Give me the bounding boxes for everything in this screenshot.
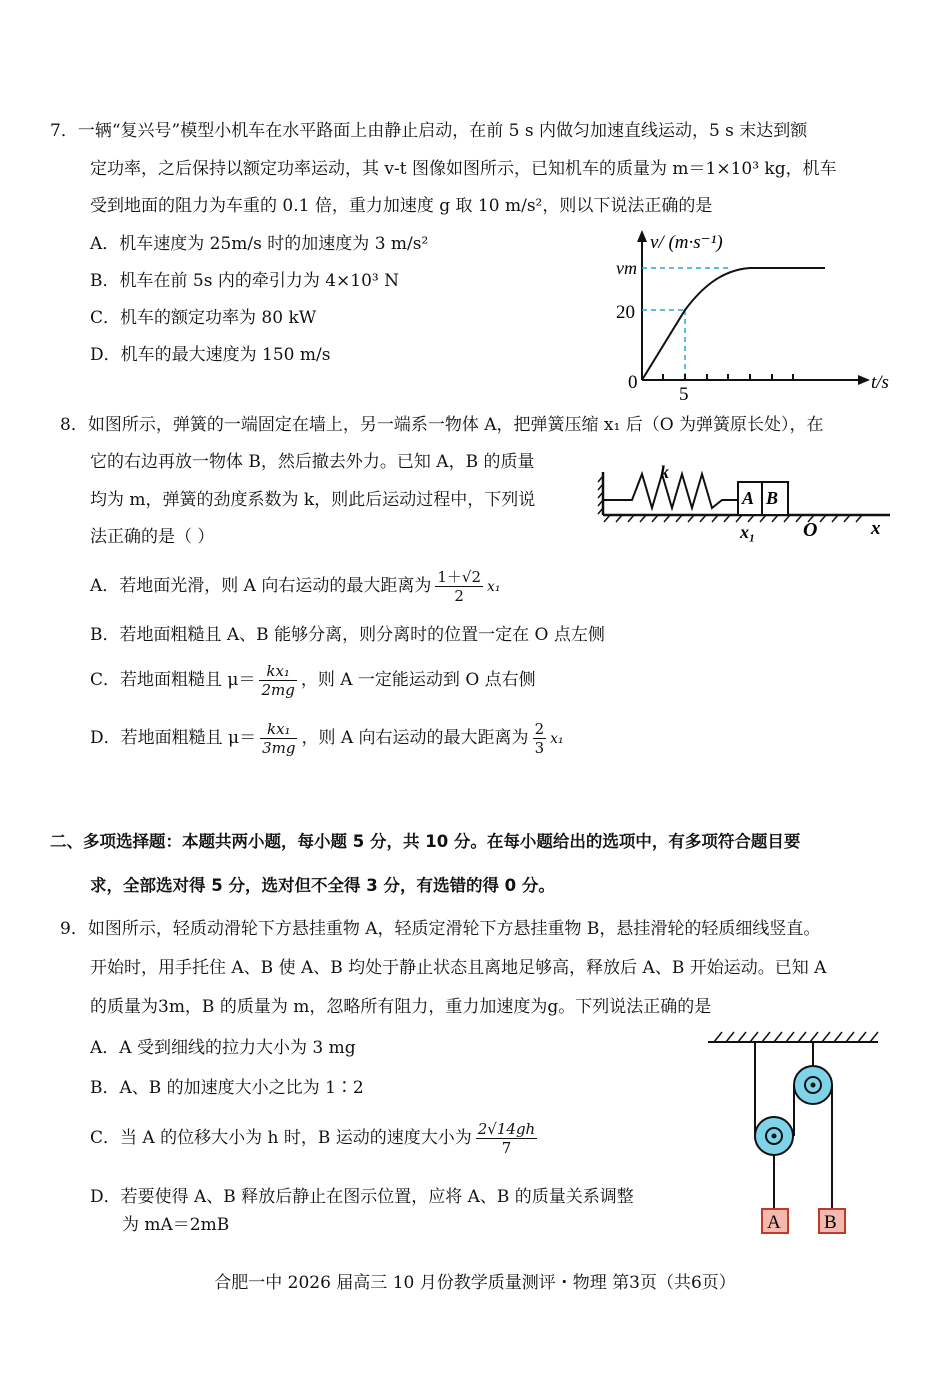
q7-option-a: A．机车速度为 25m/s 时的加速度为 3 m/s²	[90, 234, 429, 254]
q8-option-d-fraction-2: $\frac{2}{3}$	[534, 720, 545, 757]
q8-line2: 它的右边再放一物体 B，然后撤去外力。已知 A，B 的质量	[90, 452, 535, 472]
q8-option-b: B．若地面粗糙且 A、B 能够分离，则分离时的位置一定在 O 点左侧	[90, 625, 605, 645]
section2-line1: 二、多项选择题：本题共两小题，每小题 5 分，共 10 分。在每小题给出的选项中，有多项符合题目要	[50, 832, 801, 851]
q8-spring-figure	[598, 462, 898, 544]
q7-option-c: C．机车的额定功率为 80 kW	[90, 308, 317, 328]
q8-line4: 法正确的是（ ）	[90, 527, 215, 547]
q9-option-c: C．当 A 的位移大小为 h 时，B 运动的速度大小为 $\frac{2√14gh}{7}$	[90, 1120, 536, 1157]
q7-option-b: B．机车在前 5s 内的牵引力为 4×10³ N	[90, 271, 400, 291]
page-footer: 合肥一中 2026 届高三 10 月份教学质量测评・物理 第3页（共6页）	[214, 1273, 736, 1293]
q9-option-d-line2: 为 mA＝2mB	[122, 1215, 230, 1235]
q9-line2: 开始时，用手托住 A、B 使 A、B 均处于静止状态且离地足够高，释放后 A、B 开始运动。已知 A	[90, 958, 827, 978]
q7-option-d: D．机车的最大速度为 150 m/s	[90, 345, 331, 365]
vt-x-arrow	[858, 375, 870, 385]
q9-option-b: B．A、B 的加速度大小之比为 1∶2	[90, 1078, 364, 1098]
q8-option-c-fraction: $\frac{\text{kx₁}}{2mg}$	[261, 662, 295, 699]
vt-curve	[642, 268, 825, 380]
q9-line1: 9．如图所示，轻质动滑轮下方悬挂重物 A，轻质定滑轮下方悬挂重物 B，悬挂滑轮的轻质细线竖直。	[60, 919, 821, 939]
weight-b-label: B	[824, 1212, 837, 1233]
origin-o-label: O	[803, 519, 818, 541]
q8-option-c: C．若地面粗糙且 μ＝ $\frac{\text{kx₁}}{2mg}$ ，则 A 一定能运动到 O 点右侧	[90, 662, 536, 699]
q9-option-c-fraction: $\frac{2√14gh}{7}$	[477, 1120, 536, 1157]
q8-option-d: D．若地面粗糙且 μ＝ $\frac{\text{kx₁}}{3mg}$ ，则 A 向右运动的最大距离为 $\frac{2}{3}$ x₁	[90, 720, 564, 757]
q8-line1: 8．如图所示，弹簧的一端固定在墙上，另一端系一物体 A，把弹簧压缩 x₁ 后（O 为弹簧原长处），在	[60, 415, 824, 435]
vt-y-arrow	[637, 230, 647, 242]
q9-option-d-line1: D．若要使得 A、B 释放后静止在图示位置，应将 A、B 的质量关系调整	[90, 1187, 634, 1207]
q9-option-a: A．A 受到细线的拉力大小为 3 mg	[90, 1038, 356, 1058]
vt-t-tick: 5	[679, 384, 689, 405]
q8-option-d-fraction: $\frac{\text{kx₁}}{3mg}$	[262, 720, 296, 757]
vt-x-label: t/s	[871, 372, 889, 393]
block-a-label: A	[742, 488, 755, 508]
q8-option-a-fraction: $\frac{1+√2}{2}$	[437, 568, 482, 605]
section2-line2: 求，全部选对得 5 分，选对但不全得 3 分，有选错的得 0 分。	[90, 876, 555, 895]
q9-line3: 的质量为3m，B 的质量为 m，忽略所有阻力，重力加速度为g。下列说法正确的是	[90, 997, 712, 1017]
q8-line3: 均为 m，弹簧的劲度系数为 k，则此后运动过程中，下列说	[90, 490, 536, 510]
spring-coil	[603, 474, 738, 508]
vt-vm-label: vm	[616, 258, 637, 278]
q7-line3: 受到地面的阻力为车重的 0.1 倍，重力加速度 g 取 10 m/s²，则以下说法正确的是	[90, 196, 713, 216]
q7-vt-graph	[600, 228, 900, 408]
q7-line1: 7．一辆“复兴号”模型小机车在水平路面上由静止启动，在前 5 s 内做匀加速直线运动，5 s 末达到额	[50, 121, 808, 141]
block-b-label: B	[766, 488, 779, 508]
q9-pulley-figure	[700, 1030, 885, 1245]
weight-a-label: A	[767, 1212, 781, 1233]
q8-option-a: A．若地面光滑，则 A 向右运动的最大距离为 $\frac{1+√2}{2}$ x₁	[90, 568, 501, 605]
x1-label: x₁	[740, 522, 756, 542]
vt-v-tick: 20	[616, 302, 635, 323]
vt-origin: 0	[628, 372, 638, 393]
q7-line2: 定功率，之后保持以额定功率运动，其 v-t 图像如图所示，已知机车的质量为 m＝1×10³ kg，机车	[90, 159, 837, 179]
x-axis-label: x	[871, 518, 881, 539]
spring-k-label: k	[660, 462, 669, 482]
vt-y-label: v/ (m·s⁻¹)	[650, 232, 723, 253]
